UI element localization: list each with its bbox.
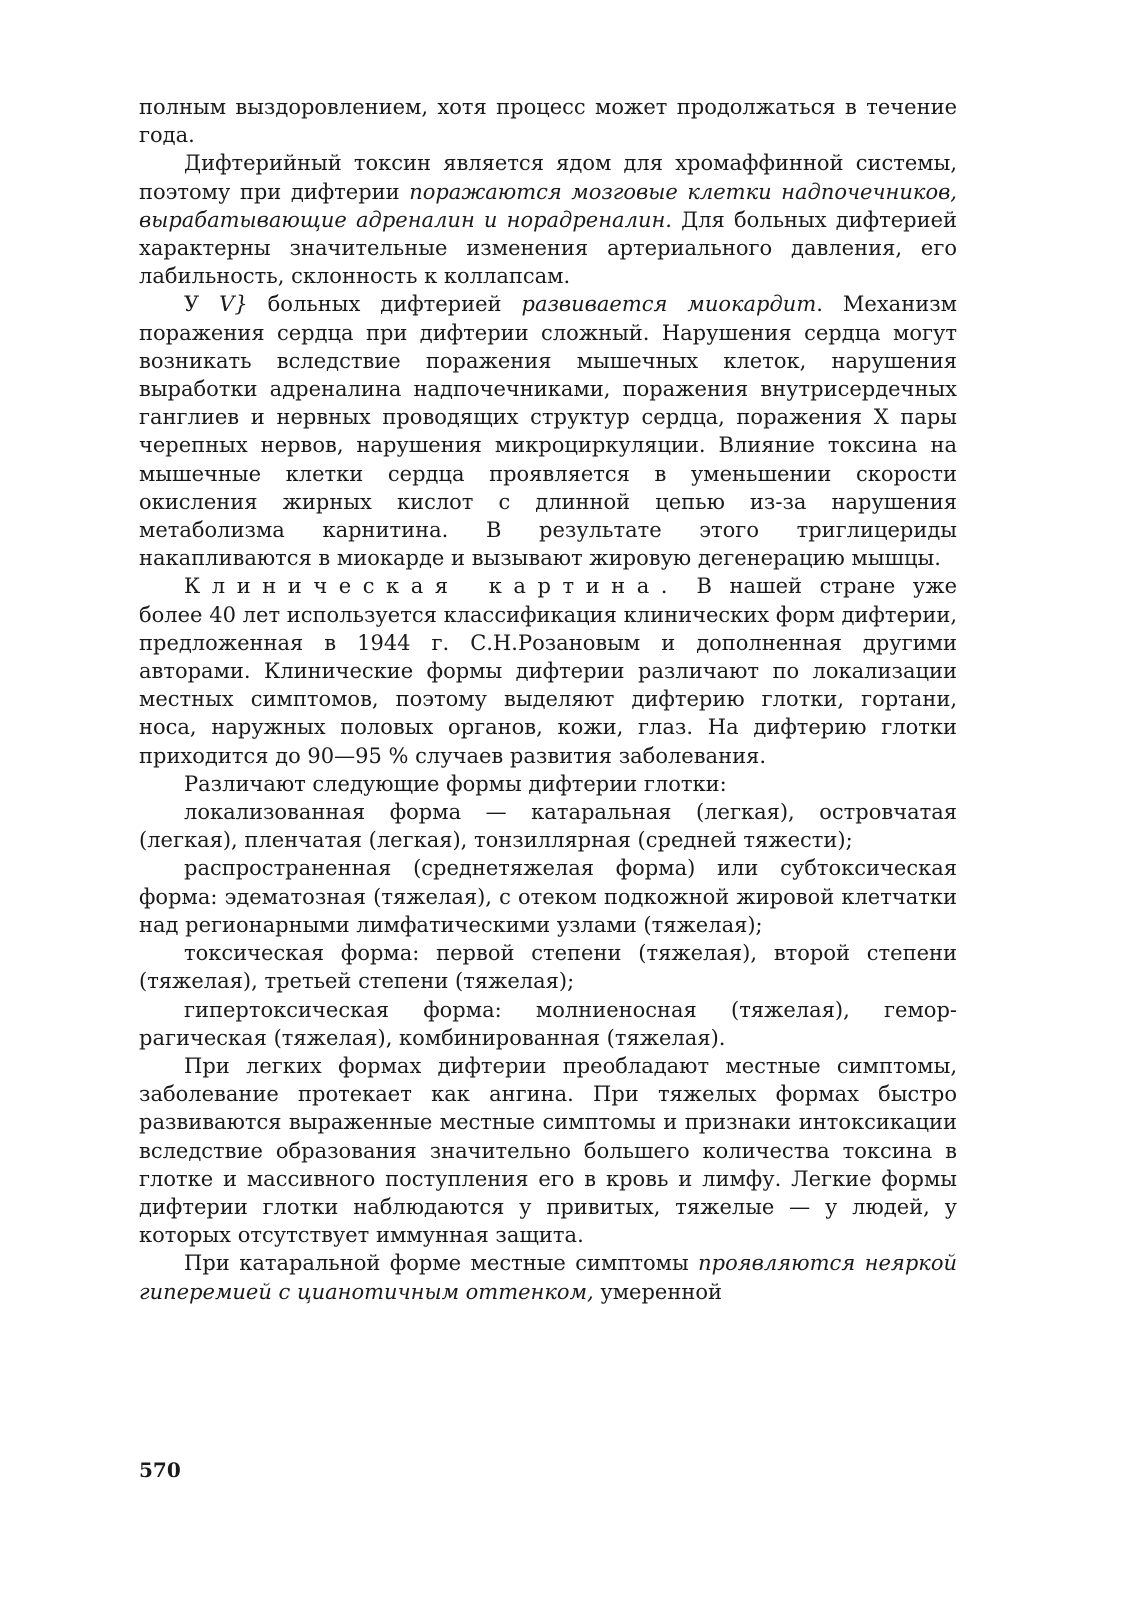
text-segment: Для больных дифтерией характерны значительные изменения артериального давления, его лабильность, склонность к коллапсам. [139,207,957,289]
page-number: 570 [139,1458,181,1482]
paragraph [139,939,957,995]
text-segment: токсическая форма: первой степени (тяжелая), второй степени (тяжелая), третьей степени (тяжелая); [139,941,957,994]
paragraph [139,290,957,572]
spaced-heading: Клиническая картина. [184,574,679,599]
text-segment: локализованная форма — катаральная (легкая), островчатая (легкая), пленчатая (легкая), тонзиллярная (средней тяжести); [139,800,957,853]
text-segment: В нашей стране уже более 40 лет используется классификация клинических форм дифтерии, предложенная в 1944 г. С.Н.Розановым и дополненная другими авторами. Клинические формы дифтерии различают по локализации местных симптомов, поэтому выделяют дифтерию глотки, гортани, носа, наружных половых органов, кожи, глаз. На дифтерию глотки приходится до 90—95 % случаев развития заболевания. [139,574,957,768]
text-segment: При легких формах дифтерии преобладают местные симптомы, заболевание протекает как ангина. При тяжелых формах быстро развиваются выраженные местные симптомы и признаки интоксикации вследствие образования значительно большего количества токсина в глотке и массивного поступления его в кровь и лимфу. Легкие формы дифтерии глотки наблюдаются у привитых, тяжелые — у людей, у которых отсутствует иммунная защита. [139,1053,957,1248]
text-segment: умеренной [593,1279,722,1304]
italic-text: V} [219,292,248,317]
paragraph [139,93,957,149]
text-segment: гипертоксическая форма: молниеносная (тяжелая), геморрагическая (тяжелая), комбинированная (тяжелая). [139,997,957,1050]
text-segment: распространенная (среднетяжелая форма) или субтоксическая форма: эдематозная (тяжелая), с отеком подкожной жировой клетчатки над регионарными лимфатическими узлами (тяжелая); [139,856,957,937]
text-segment: При катаральной форме местные симптомы [184,1251,699,1276]
text-segment: полным выздоровлением, хотя процесс может продолжаться в течение года. [139,95,957,148]
paragraph [139,798,957,854]
paragraph [139,572,957,769]
paragraph [139,996,957,1052]
italic-text: развивается миокардит [521,292,817,317]
text-segment: Различают следующие формы дифтерии глотки: [184,771,727,796]
text-segment: больных дифтерией [247,292,522,317]
text-segment: У [184,292,220,317]
italic-text: проявляются неяркой гиперемией с цианотичным оттенком, [139,1251,957,1304]
paragraph [139,770,957,798]
paragraph [139,854,957,939]
paragraph [139,1052,957,1249]
body-text [139,93,957,1306]
text-segment: Дифтерийный токсин является ядом для хромаффинной системы, поэтому при дифтерии [139,151,957,204]
italic-text: поражаются мозговые клетки надпочечников, вырабатывающие адреналин и норадреналин. [139,179,957,232]
paragraph [139,149,957,290]
text-segment: . Механизм поражения сердца при дифтерии сложный. Нарушения сердца могут возникать вследствие поражения мышечных клеток, нарушения выработки адреналина надпочечниками, поражения внутрисердечных ганглиев и нервных проводящих структур сердца, поражения X пары черепных нервов, нарушения микроциркуляции. Влияние токсина на мышечные клетки сердца проявляется в уменьшении скорости окисления жирных кислот с длинной цепью из-за нарушения метаболизма карнитина. В результате этого триглицериды накапливаются в миокарде и вызывают жировую дегенерацию мышцы. [139,292,957,571]
paragraph [139,1249,957,1305]
